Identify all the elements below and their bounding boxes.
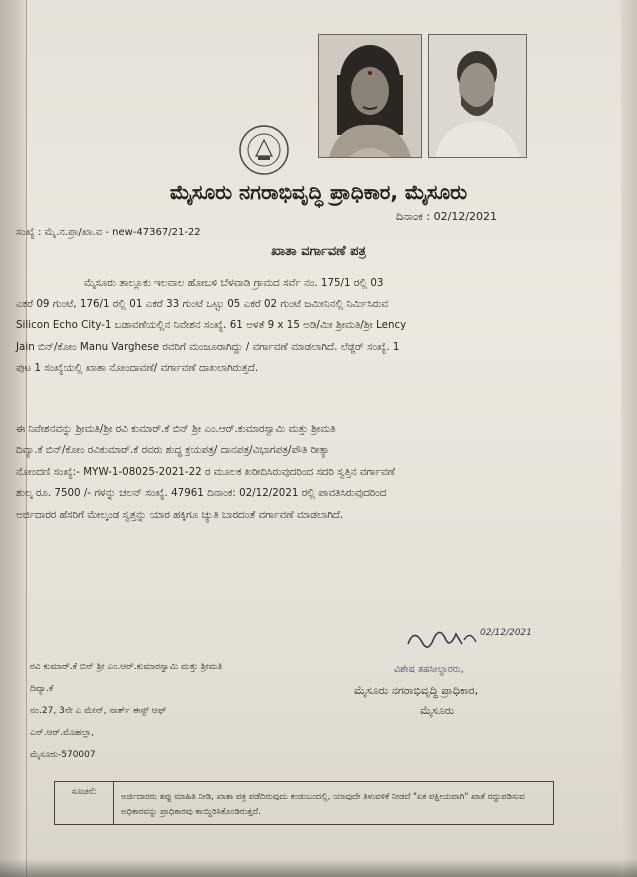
para1-line: ಮೈಸೂರು ತಾಲ್ಲೂಕು ಇಲವಾಲ ಹೋಬಳಿ ಬೆಳವಾಡಿ ಗ್ರಾಮದ ಸರ್ವೆ ನಂ. 175/1 ರಲ್ಲಿ 03 (84, 277, 384, 289)
notice-text: ಅರ್ಜಿದಾರರು ತಪ್ಪು ಮಾಹಿತಿ ನೀಡಿ, ಖಾತಾ ಪತ್ರ ಪಡೆದಿರುವುದು ಕಂಡುಬಂದಲ್ಲಿ, ಯಾವುದೇ ತಿಳುವಳಿಕೆ ನೀಡದೆ "ಏಕ ಪಕ್ಷೀಯವಾಗಿ" ಖಾತೆ ರದ್ದುಪಡಿಸುವ ಅಧಿಕಾರವನ್ನು ಪ್ರಾಧಿಕಾರವು ಕಾಯ್ದಿರಿಸಿಕೊಂಡಿರುತ್ತದೆ. (121, 792, 525, 817)
applicant-photo-man (428, 34, 527, 158)
notice-label: ಸೂಚನೆ: (55, 782, 114, 824)
government-seal-icon (238, 124, 290, 176)
officer-city: ಮೈಸೂರು (420, 704, 455, 717)
applicant-photo-woman (318, 34, 422, 158)
address-line: ನಂ.27, 3ನೇ ಎ ಮೇನ್, ನಾರ್ತ್ ಈಸ್ಟ್ ಆಫ್ (30, 706, 167, 716)
page-bottom-shadow (0, 859, 637, 877)
page-right-edge (621, 0, 637, 877)
para1-line: Jain ಬಿನ್/ಕೋಂ Manu Varghese ರವರಿಗೆ ಮಂಜೂರಾಗಿದ್ದು / ವರ್ಗಾವಣೆ ಮಾಡಲಾಗಿದೆ. ಲೆಡ್ಜರ್ ಸಂಖ್ಯೆ. 1 (16, 341, 400, 353)
authority-title: ಮೈಸೂರು ನಗರಾಭಿವೃದ್ಧಿ ಪ್ರಾಧಿಕಾರ, ಮೈಸೂರು (169, 180, 468, 204)
para1-line: ಪುಟ 1 ಸಂಖ್ಯೆಯಲ್ಲಿ ಖಾತಾ ನೋಂದಾವಣೆ/ ವರ್ಗಾವಣೆ ದಾಖಲಾಗಿರುತ್ತದೆ. (16, 362, 259, 374)
document-subtitle: ಖಾತಾ ವರ್ಗಾವಣೆ ಪತ್ರ (271, 244, 366, 259)
para1-line: ಎಕರೆ 09 ಗುಂಟೆ, 176/1 ರಲ್ಲಿ 01 ಎಕರೆ 33 ಗುಂಟೆ ಒಟ್ಟು 05 ಎಕರೆ 02 ಗುಂಟೆ ಜಮೀನಿನಲ್ಲಿ ನಿರ್ಮಿಸಿರುವ (16, 298, 389, 310)
para2-line: ಶುಲ್ಕ ರೂ. 7500 /- ಗಳನ್ನು ಚಲನ್ ಸಂಖ್ಯೆ. 47961 ದಿನಾಂಕ: 02/12/2021 ರಲ್ಲಿ ಪಾವತಿಸಿರುವುದರಿಂದ (16, 487, 387, 499)
address-line: ಮೈಸೂರು-570007 (30, 750, 96, 760)
reference-number: ಸಂಖ್ಯೆ : ಮೈ.ನ.ಪ್ರಾ/ಖಾ.ವ - new-47367/21-22 (16, 227, 201, 238)
para2-line: ಈ ನಿವೇಶನವನ್ನು ಶ್ರೀಮತಿ/ಶ್ರೀ ರವಿ ಕುಮಾರ್.ಕೆ ಬಿನ್ ಶ್ರೀ ಎಂ.ಆರ್.ಕುಮಾರಸ್ವಾಮಿ ಮತ್ತು ಶ್ರೀಮತಿ (16, 423, 336, 435)
page-left-edge (0, 0, 27, 877)
officer-office: ಮೈಸೂರು ನಗರಾಭಿವೃದ್ಧಿ ಪ್ರಾಧಿಕಾರ, (354, 684, 479, 697)
para2-line: ದಿವ್ಯಾ.ಕೆ ಬಿನ್/ಕೋಂ ರವಿಕುಮಾರ್.ಕೆ ರವರು ಶುದ್ಧ ಕ್ರಯಪತ್ರ/ ದಾನಪತ್ರ/ವಿಭಾಗಪತ್ರ/ಪೌತಿ ರೀತ್ಯಾ (16, 444, 330, 456)
officer-designation: ವಿಶೇಷ ತಹಸೀಲ್ದಾರರು, (394, 664, 464, 675)
para1-line: Silicon Echo City-1 ಬಡಾವಣೆಯಲ್ಲಿನ ನಿವೇಶನ ಸಂಖ್ಯೆ. 61 ಅಳತೆ 9 x 15 ಅಡಿ/ಮೀ ಶ್ರೀಮತಿ/ಶ್ರೀ Lency (16, 319, 407, 331)
para2-line: ನೋಂದಣಿ ಸಂಖ್ಯೆ:- MYW-1-08025-2021-22 ರ ಮೂಲಕ ಖರೀದಿಸಿರುವುದರಿಂದ ಸದರಿ ಸ್ವತ್ತಿನ ವರ್ಗಾವಣೆ (16, 466, 396, 478)
address-line: ದಿವ್ಯಾ.ಕೆ (30, 684, 54, 694)
handwritten-date: 02/12/2021 (480, 628, 532, 638)
issue-date: ದಿನಾಂಕ : 02/12/2021 (396, 210, 498, 223)
para2-line: ಅರ್ಜಿದಾರರ ಹೆಸರಿಗೆ ಮೇಲ್ಕಂಡ ಸ್ವತ್ತನ್ನು ಯಾರ ಹಕ್ಕಿಗೂ ಚ್ಯುತಿ ಬಾರದಂತೆ ವರ್ಗಾವಣೆ ಮಾಡಲಾಗಿದೆ. (16, 509, 344, 521)
notice-box (54, 781, 554, 825)
officer-signature (404, 620, 554, 660)
address-line: ರವಿ ಕುಮಾರ್.ಕೆ ಬಿನ್ ಶ್ರೀ ಎಂ.ಆರ್.ಕುಮಾರಸ್ವಾಮಿ ಮತ್ತು ಶ್ರೀಮತಿ (30, 662, 223, 672)
address-line: ಎನ್.ಆರ್.ಮೊಹಲ್ಲಾ, (30, 728, 95, 738)
